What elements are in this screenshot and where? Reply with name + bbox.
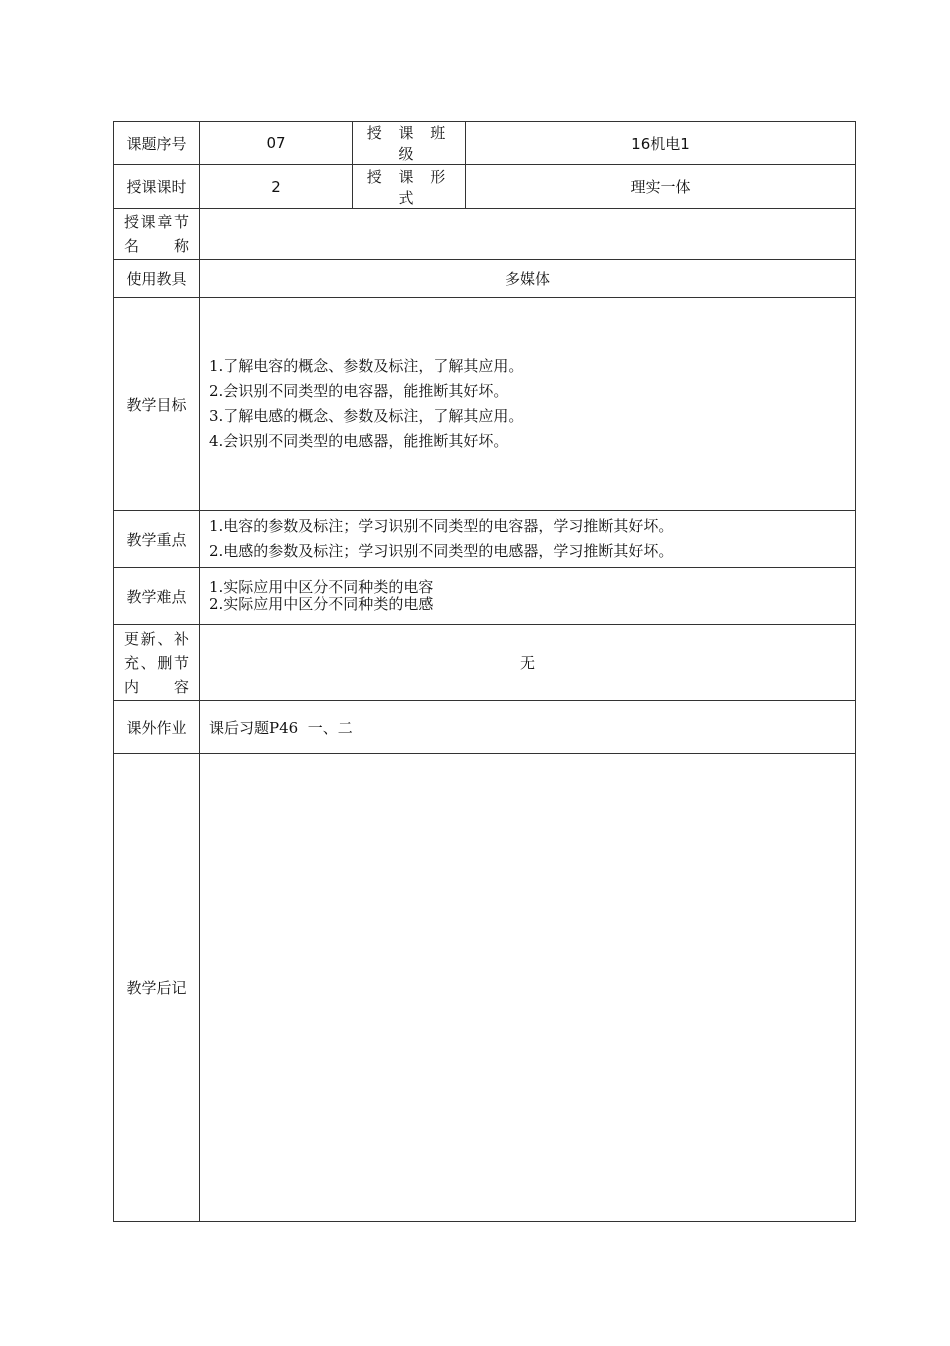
label-class: 授 课 班 级 [353,122,466,165]
label-updates-line2: 充、删节 [124,653,189,672]
difficulty-item: 2.实际应用中区分不同种类的电感 [209,595,434,613]
value-updates: 无 [200,625,856,701]
key-point-item: 2.电感的参数及标注；学习识别不同类型的电感器，学习推断其好坏。 [209,542,674,560]
difficulty-item: 1.实际应用中区分不同种类的电容 [209,578,434,596]
row-tools [114,260,856,298]
label-lesson-no: 课题序号 [114,122,200,165]
label-difficulties: 教学难点 [114,568,200,625]
value-class: 16机电1 [466,122,856,165]
value-tools: 多媒体 [200,260,856,298]
row-key-points [114,511,856,568]
label-chapter [114,209,200,260]
label-reflection: 教学后记 [114,754,200,1222]
label-homework: 课外作业 [114,701,200,754]
value-key-points [200,511,856,568]
label-form: 授 课 形 式 [353,165,466,209]
label-updates-line3: 内 容 [124,677,189,696]
label-key-points: 教学重点 [114,511,200,568]
objective-item: 4.会识别不同类型的电感器，能推断其好坏。 [209,432,509,450]
label-objectives: 教学目标 [114,298,200,511]
value-form: 理实一体 [466,165,856,209]
row-updates [114,625,856,701]
objective-item: 1.了解电容的概念、参数及标注，了解其应用。 [209,357,524,375]
label-updates [114,625,200,701]
value-objectives [200,298,856,511]
value-homework: 课后习题P46 一、二 [200,701,856,754]
row-chapter [114,209,856,260]
label-chapter-line1: 授课章节 [124,213,189,231]
value-chapter [200,209,856,260]
row-reflection [114,754,856,1222]
row-lesson-no [114,122,856,165]
label-tools: 使用教具 [114,260,200,298]
lesson-plan-table [113,121,856,1222]
row-difficulties [114,568,856,625]
row-objectives [114,298,856,511]
objective-item: 2.会识别不同类型的电容器，能推断其好坏。 [209,382,509,400]
row-homework [114,701,856,754]
value-hours: 2 [200,165,353,209]
row-hours [114,165,856,209]
label-hours: 授课课时 [114,165,200,209]
value-difficulties [200,568,856,625]
label-chapter-line2: 名 称 [124,237,189,255]
key-point-item: 1.电容的参数及标注；学习识别不同类型的电容器，学习推断其好坏。 [209,517,674,535]
label-updates-line1: 更新、补 [124,629,189,648]
value-lesson-no: 07 [200,122,353,165]
value-reflection [200,754,856,1222]
objective-item: 3.了解电感的概念、参数及标注，了解其应用。 [209,407,524,425]
